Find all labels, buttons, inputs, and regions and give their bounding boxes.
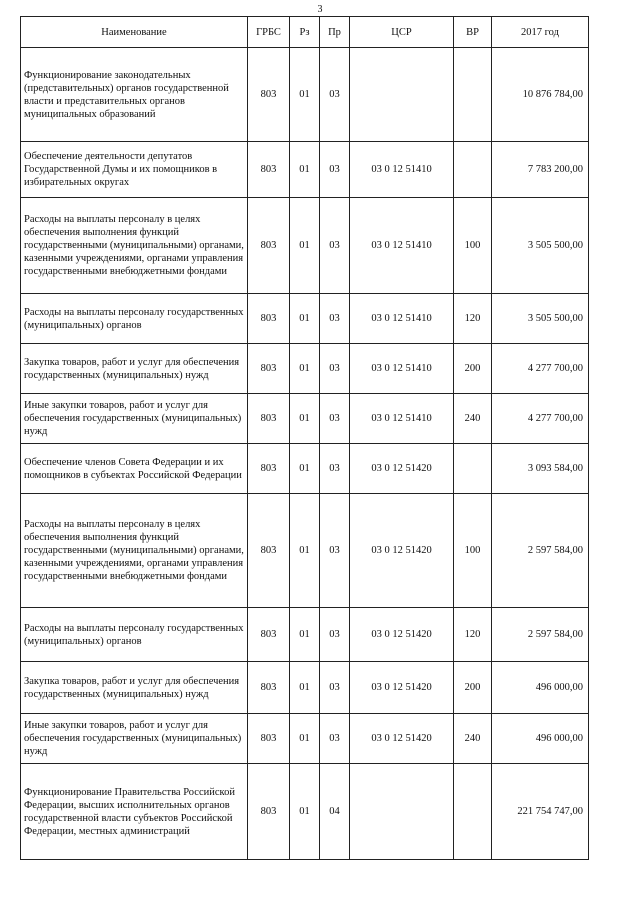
row-vr	[454, 48, 492, 142]
row-grbs: 803	[248, 494, 290, 608]
row-grbs: 803	[248, 764, 290, 860]
header-rz: Рз	[290, 17, 320, 48]
table-row	[21, 494, 589, 608]
table-row	[21, 662, 589, 714]
row-rz: 01	[290, 198, 320, 294]
header-csr: ЦСР	[350, 17, 454, 48]
row-sum: 496 000,00	[492, 714, 589, 764]
row-name: Закупка товаров, работ и услуг для обеспечения государственных (муниципальных) нужд	[21, 662, 248, 714]
row-pr: 03	[320, 662, 350, 714]
header-vr: ВР	[454, 17, 492, 48]
row-pr: 03	[320, 198, 350, 294]
row-rz: 01	[290, 394, 320, 444]
row-csr: 03 0 12 51410	[350, 294, 454, 344]
row-sum: 221 754 747,00	[492, 764, 589, 860]
row-name: Расходы на выплаты персоналу в целях обеспечения выполнения функций государственными (муниципальными) органами, казенными учреждениями, органами управления государственными внебюджетными фондами	[21, 198, 248, 294]
row-vr	[454, 444, 492, 494]
row-name: Функционирование Правительства Российской Федерации, высших исполнительных органов государственной власти субъектов Российской Федерации, местных администраций	[21, 764, 248, 860]
row-vr: 200	[454, 662, 492, 714]
table-row	[21, 714, 589, 764]
row-grbs: 803	[248, 142, 290, 198]
row-name: Расходы на выплаты персоналу государственных (муниципальных) органов	[21, 294, 248, 344]
row-rz: 01	[290, 662, 320, 714]
row-pr: 04	[320, 764, 350, 860]
row-name: Иные закупки товаров, работ и услуг для обеспечения государственных (муниципальных) нужд	[21, 394, 248, 444]
row-sum: 496 000,00	[492, 662, 589, 714]
row-grbs: 803	[248, 444, 290, 494]
budget-table	[20, 16, 589, 860]
row-vr	[454, 142, 492, 198]
header-name: Наименование	[21, 17, 248, 48]
row-grbs: 803	[248, 344, 290, 394]
row-rz: 01	[290, 344, 320, 394]
row-pr: 03	[320, 608, 350, 662]
row-vr: 200	[454, 344, 492, 394]
row-csr: 03 0 12 51420	[350, 714, 454, 764]
row-grbs: 803	[248, 714, 290, 764]
row-vr: 120	[454, 608, 492, 662]
row-rz: 01	[290, 444, 320, 494]
row-sum: 3 093 584,00	[492, 444, 589, 494]
row-grbs: 803	[248, 48, 290, 142]
header-grbs: ГРБС	[248, 17, 290, 48]
row-pr: 03	[320, 48, 350, 142]
row-name: Закупка товаров, работ и услуг для обеспечения государственных (муниципальных) нужд	[21, 344, 248, 394]
table-row	[21, 764, 589, 860]
row-name: Обеспечение деятельности депутатов Государственной Думы и их помощников в избирательных округах	[21, 142, 248, 198]
row-rz: 01	[290, 714, 320, 764]
table-row	[21, 608, 589, 662]
row-sum: 3 505 500,00	[492, 198, 589, 294]
row-sum: 10 876 784,00	[492, 48, 589, 142]
row-sum: 2 597 584,00	[492, 608, 589, 662]
row-grbs: 803	[248, 662, 290, 714]
row-name: Расходы на выплаты персоналу в целях обеспечения выполнения функций государственными (муниципальными) органами, казенными учреждениями, органами управления государственными внебюджетными фондами	[21, 494, 248, 608]
row-rz: 01	[290, 608, 320, 662]
row-vr: 120	[454, 294, 492, 344]
table-row	[21, 142, 589, 198]
row-csr: 03 0 12 51420	[350, 662, 454, 714]
row-rz: 01	[290, 142, 320, 198]
row-csr	[350, 48, 454, 142]
row-pr: 03	[320, 394, 350, 444]
page-number: 3	[317, 4, 323, 15]
table-row	[21, 294, 589, 344]
row-vr: 240	[454, 714, 492, 764]
table-row	[21, 444, 589, 494]
row-grbs: 803	[248, 198, 290, 294]
table-row	[21, 198, 589, 294]
row-pr: 03	[320, 344, 350, 394]
row-pr: 03	[320, 142, 350, 198]
row-csr: 03 0 12 51410	[350, 344, 454, 394]
row-csr: 03 0 12 51420	[350, 608, 454, 662]
row-sum: 3 505 500,00	[492, 294, 589, 344]
row-csr: 03 0 12 51410	[350, 394, 454, 444]
table-row	[21, 344, 589, 394]
row-sum: 7 783 200,00	[492, 142, 589, 198]
row-name: Обеспечение членов Совета Федерации и их помощников в субъектах Российской Федерации	[21, 444, 248, 494]
row-csr: 03 0 12 51420	[350, 444, 454, 494]
row-sum: 4 277 700,00	[492, 344, 589, 394]
row-name: Расходы на выплаты персоналу государственных (муниципальных) органов	[21, 608, 248, 662]
row-pr: 03	[320, 294, 350, 344]
row-vr	[454, 764, 492, 860]
row-csr: 03 0 12 51410	[350, 142, 454, 198]
header-pr: Пр	[320, 17, 350, 48]
row-sum: 2 597 584,00	[492, 494, 589, 608]
row-rz: 01	[290, 48, 320, 142]
row-name: Иные закупки товаров, работ и услуг для обеспечения государственных (муниципальных) нужд	[21, 714, 248, 764]
row-rz: 01	[290, 494, 320, 608]
row-grbs: 803	[248, 608, 290, 662]
row-rz: 01	[290, 764, 320, 860]
header-year: 2017 год	[492, 17, 589, 48]
table-row	[21, 48, 589, 142]
row-csr	[350, 764, 454, 860]
row-pr: 03	[320, 444, 350, 494]
row-rz: 01	[290, 294, 320, 344]
row-pr: 03	[320, 714, 350, 764]
row-csr: 03 0 12 51420	[350, 494, 454, 608]
table-row	[21, 394, 589, 444]
row-name: Функционирование законодательных (представительных) органов государственной власти и представительных органов муниципальных образований	[21, 48, 248, 142]
row-sum: 4 277 700,00	[492, 394, 589, 444]
row-pr: 03	[320, 494, 350, 608]
row-vr: 100	[454, 198, 492, 294]
table-header-row	[21, 17, 589, 48]
row-grbs: 803	[248, 294, 290, 344]
row-vr: 100	[454, 494, 492, 608]
row-vr: 240	[454, 394, 492, 444]
row-grbs: 803	[248, 394, 290, 444]
row-csr: 03 0 12 51410	[350, 198, 454, 294]
